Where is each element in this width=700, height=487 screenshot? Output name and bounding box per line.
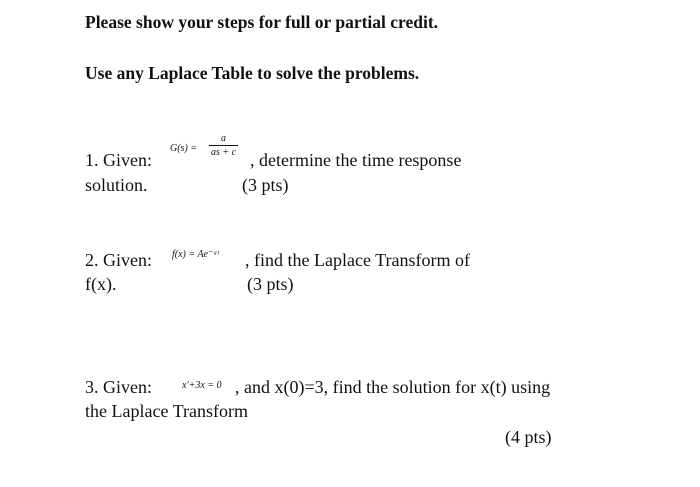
fraction-bar [209,145,238,146]
problem-1-fraction [209,133,238,158]
problem-2-equation: f(x) = Ae⁻ᵃᵗ [172,249,219,260]
problem-1-points: (3 pts) [242,175,289,195]
problem-1-denominator: as + c [211,147,237,158]
problem-2-text: , find the Laplace Transform of [245,250,470,270]
problem-2-points: (3 pts) [247,274,294,294]
problem-1-equation-lhs: G(s) = [170,143,198,154]
problem-1-numerator: a [221,133,227,144]
instruction-laplace-table: Use any Laplace Table to solve the problems. [85,63,420,83]
problem-1-label: 1. Given: [85,150,152,170]
problem-2-text-continued: f(x). [85,274,117,294]
instruction-credit: Please show your steps for full or partial credit. [85,12,439,32]
problem-3-label: 3. Given: [85,377,152,397]
problem-3-points: (4 pts) [505,427,552,447]
problem-1-text-continued: solution. [85,175,148,195]
problem-3-text-continued: the Laplace Transform [85,401,248,421]
problem-1-text: , determine the time response [250,150,462,170]
problem-3-text: , and x(0)=3, find the solution for x(t) using [235,377,551,397]
problem-2-label: 2. Given: [85,250,152,270]
problem-3-equation: x'+3x = 0 [182,380,222,391]
